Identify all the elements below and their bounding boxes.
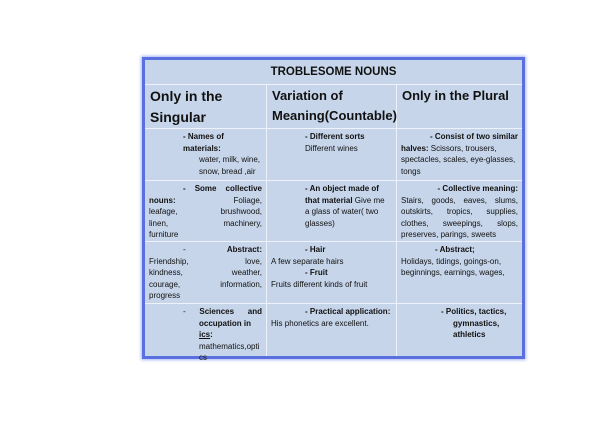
- table-row: [145, 128, 522, 181]
- header-only-singular: Only in the Singular: [145, 84, 267, 128]
- row2-plural-cell: [397, 180, 522, 241]
- table-title: TROBLESOME NOUNS: [145, 60, 522, 85]
- row3-plural-cell: [397, 241, 522, 303]
- row3-dash: -: [183, 245, 186, 254]
- header-row: [145, 84, 522, 129]
- row3-variation-cell: [267, 241, 397, 303]
- row4-plural-cell: [397, 303, 522, 356]
- row4-singular-heading: Sciences and: [199, 307, 262, 316]
- row4-variation-heading: - Practical application:: [305, 307, 391, 316]
- troublesome-nouns-table: [142, 57, 525, 362]
- row1-plural-cell: [397, 128, 522, 180]
- row4-singular-text: cs: [199, 353, 207, 362]
- row2-singular-cell: [145, 180, 267, 241]
- table-row: [145, 241, 522, 304]
- row2-variation-text: Give me: [352, 195, 385, 205]
- header-only-plural: Only in the Plural: [402, 88, 509, 103]
- row2-variation-heading: - An object made of: [305, 184, 379, 193]
- row2-singular-text: leafage, brushwood,: [149, 207, 262, 216]
- row3-variation-heading: - Hair: [305, 245, 326, 254]
- row3-plural-text: Holidays, tidings, goings-on,: [401, 256, 502, 266]
- row2-plural-text: preserves, parings, sweets: [401, 230, 497, 239]
- row2-singular-text: linen, machinery,: [149, 218, 262, 228]
- row1-variation-cell: [267, 128, 397, 180]
- row4-singular-heading: [149, 318, 262, 341]
- row3-singular-heading-line: [149, 244, 262, 256]
- row4-plural-heading: gymnastics,: [453, 318, 500, 328]
- row2-singular-text: Foliage,: [233, 195, 262, 205]
- row2-variation-cell: [267, 180, 397, 241]
- row3-singular-heading: Abstract:: [226, 245, 262, 254]
- row1-variation-text: Different wines: [305, 143, 358, 153]
- row3-singular-text: progress: [149, 291, 181, 300]
- row4-variation-cell: [267, 303, 397, 356]
- row2-variation-line: [271, 195, 392, 207]
- row3-singular-text: Friendship, love,: [149, 256, 262, 266]
- row4-variation-text: His phonetics are excellent.: [271, 318, 369, 328]
- row4-heading-part: occupation in: [199, 318, 251, 328]
- row1-singular-text: snow, bread ,air: [199, 166, 256, 176]
- row2-plural-text: Stairs, goods, eaves, slums,: [401, 195, 518, 205]
- row2-variation-text: glasses): [305, 218, 335, 228]
- row2-plural-text: outskirts, tropics, supplies,: [401, 207, 518, 216]
- row1-singular-cell: [145, 128, 267, 180]
- row1-plural-heading: - Consist of two similar: [429, 132, 518, 141]
- row1-plural-text: tongs: [401, 166, 421, 176]
- row2-plural-heading: - Collective meaning:: [437, 184, 518, 193]
- row2-singular-heading: nouns:: [149, 195, 176, 205]
- row3-variation-text: Fruits different kinds of fruit: [271, 279, 368, 289]
- row2-variation-text: a glass of water( two: [305, 207, 379, 216]
- row1-plural-line: [401, 143, 518, 155]
- row4-singular-text: mathematics,opti: [199, 341, 260, 351]
- row4-dash: -: [183, 307, 186, 316]
- row3-variation-heading: - Fruit: [305, 268, 328, 277]
- row2-singular-heading: - Some collective: [183, 184, 262, 193]
- row1-singular-heading: - Names of materials:: [183, 132, 224, 153]
- row4-singular-heading-line: [149, 306, 262, 318]
- row3-singular-cell: [145, 241, 267, 303]
- row1-singular-text: water, milk, wine,: [199, 155, 260, 164]
- row4-heading-ics: ics: [199, 330, 211, 339]
- header-variation-meaning: Variation of Meaning(Countable): [267, 84, 397, 128]
- row3-variation-text: A few separate hairs: [271, 256, 344, 266]
- row1-plural-text: spectacles, scales, eye-glasses,: [401, 155, 516, 164]
- row4-singular-cell: [145, 303, 267, 362]
- row1-plural-text: Scissors, trousers,: [428, 143, 497, 153]
- row1-plural-heading: halves:: [401, 143, 429, 153]
- row3-plural-heading: - Abstract;: [435, 245, 475, 254]
- row3-singular-text: courage, information,: [149, 279, 262, 289]
- row2-singular-text: furniture: [149, 230, 179, 239]
- row4-heading-colon: :: [210, 330, 213, 339]
- row3-plural-text: beginnings, earnings, wages,: [401, 268, 505, 277]
- table-row: [145, 303, 522, 362]
- row4-plural-heading: - Politics, tactics,: [441, 307, 507, 316]
- row4-plural-heading: athletics: [453, 330, 486, 339]
- row1-variation-heading: - Different sorts: [305, 132, 365, 141]
- row2-variation-heading: that material: [305, 195, 353, 205]
- row2-singular-line: [149, 195, 262, 207]
- row3-singular-text: kindness, weather,: [149, 268, 262, 277]
- table-row: [145, 180, 522, 242]
- row2-plural-text: clothes, sweepings, slops,: [401, 218, 518, 228]
